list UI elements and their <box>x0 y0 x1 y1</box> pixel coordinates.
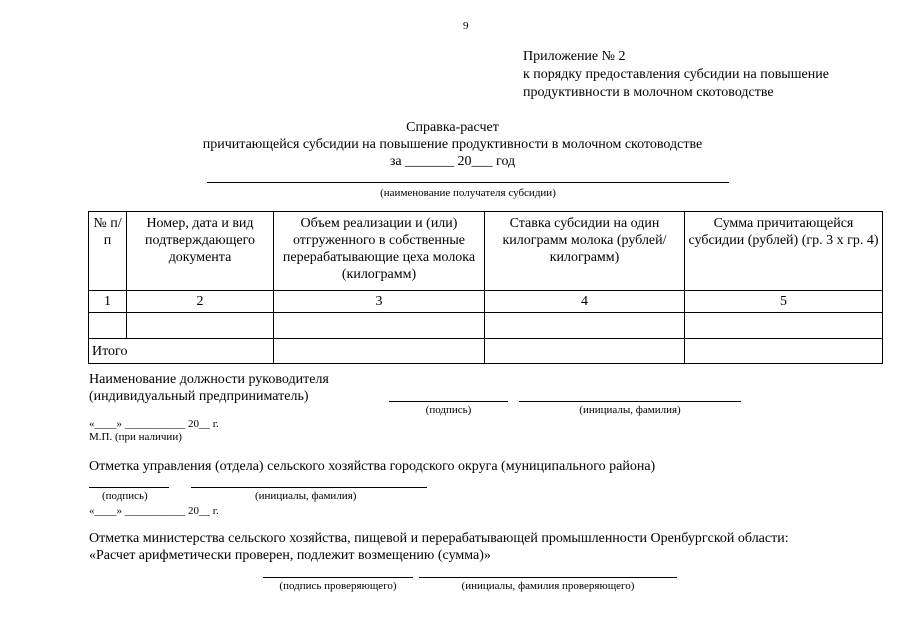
department-name-line <box>191 487 427 488</box>
total-label: Итого <box>89 339 274 364</box>
header-cell: Объем реализации и (или) отгруженного в собственные перерабатывающие цеха молока (килограмм) <box>274 212 485 291</box>
head-signature-caption: (подпись) <box>425 404 472 416</box>
head-position-label: Наименование должности руководителя <box>89 372 329 387</box>
table-cell <box>485 339 685 364</box>
verifier-signature-line <box>263 577 413 578</box>
head-position-sublabel: (индивидуальный предприниматель) <box>89 389 309 404</box>
department-name-caption: (инициалы, фамилия) <box>255 490 357 502</box>
column-number: 3 <box>274 291 485 313</box>
appendix-title: Приложение № 2 <box>523 49 626 64</box>
department-date-line: «____» ___________ 20__ г. <box>89 505 219 517</box>
reporting-period: за _______ 20___ год <box>389 154 516 169</box>
verifier-name-line <box>419 577 677 578</box>
document-subtitle: причитающейся субсидии на повышение продуктивности в молочном скотоводстве <box>202 137 703 152</box>
table-cell <box>274 313 485 339</box>
head-name-line <box>519 401 741 402</box>
table-cell <box>274 339 485 364</box>
department-signature-line <box>89 487 169 488</box>
calculation-table <box>88 211 883 364</box>
department-signature-caption: (подпись) <box>102 490 148 502</box>
header-cell: Номер, дата и вид подтверждающего документа <box>127 212 274 291</box>
appendix-line-2: к порядку предоставления субсидии на повышение <box>523 67 829 82</box>
head-signature-line <box>389 401 508 402</box>
head-name-caption: (инициалы, фамилия) <box>579 404 681 416</box>
stamp-note: М.П. (при наличии) <box>89 431 182 443</box>
table-cell <box>127 313 274 339</box>
table-cell <box>685 339 883 364</box>
header-cell: Ставка субсидии на один килограмм молока (рублей/килограмм) <box>485 212 685 291</box>
column-number: 4 <box>485 291 685 313</box>
ministry-verification-text: «Расчет арифметически проверен, подлежит возмещению (сумма)» <box>89 548 491 563</box>
header-cell: № п/п <box>89 212 127 291</box>
column-numbers-row <box>89 291 883 313</box>
column-number: 5 <box>685 291 883 313</box>
ministry-mark-title: Отметка министерства сельского хозяйства, пищевой и перерабатывающей промышленности Оренбургской области: <box>89 531 789 546</box>
department-mark-title: Отметка управления (отдела) сельского хозяйства городского округа (муниципального района) <box>89 459 656 474</box>
recipient-line <box>207 182 729 183</box>
table-cell <box>485 313 685 339</box>
table-cell <box>685 313 883 339</box>
table-cell <box>89 313 127 339</box>
verifier-signature-caption: (подпись проверяющего) <box>279 580 397 592</box>
column-number: 1 <box>89 291 127 313</box>
header-cell: Сумма причитающейся субсидии (рублей) (гр. 3 х гр. 4) <box>685 212 883 291</box>
table-header-row <box>89 212 883 291</box>
page-number: 9 <box>463 20 469 32</box>
document-title: Справка-расчет <box>406 120 499 135</box>
table-row <box>89 313 883 339</box>
head-date-line: «____» ___________ 20__ г. <box>89 418 219 430</box>
verifier-name-caption: (инициалы, фамилия проверяющего) <box>461 580 635 592</box>
appendix-line-3: продуктивности в молочном скотоводстве <box>523 85 774 100</box>
column-number: 2 <box>127 291 274 313</box>
total-row <box>89 339 883 364</box>
recipient-caption: (наименование получателя субсидии) <box>380 187 556 199</box>
